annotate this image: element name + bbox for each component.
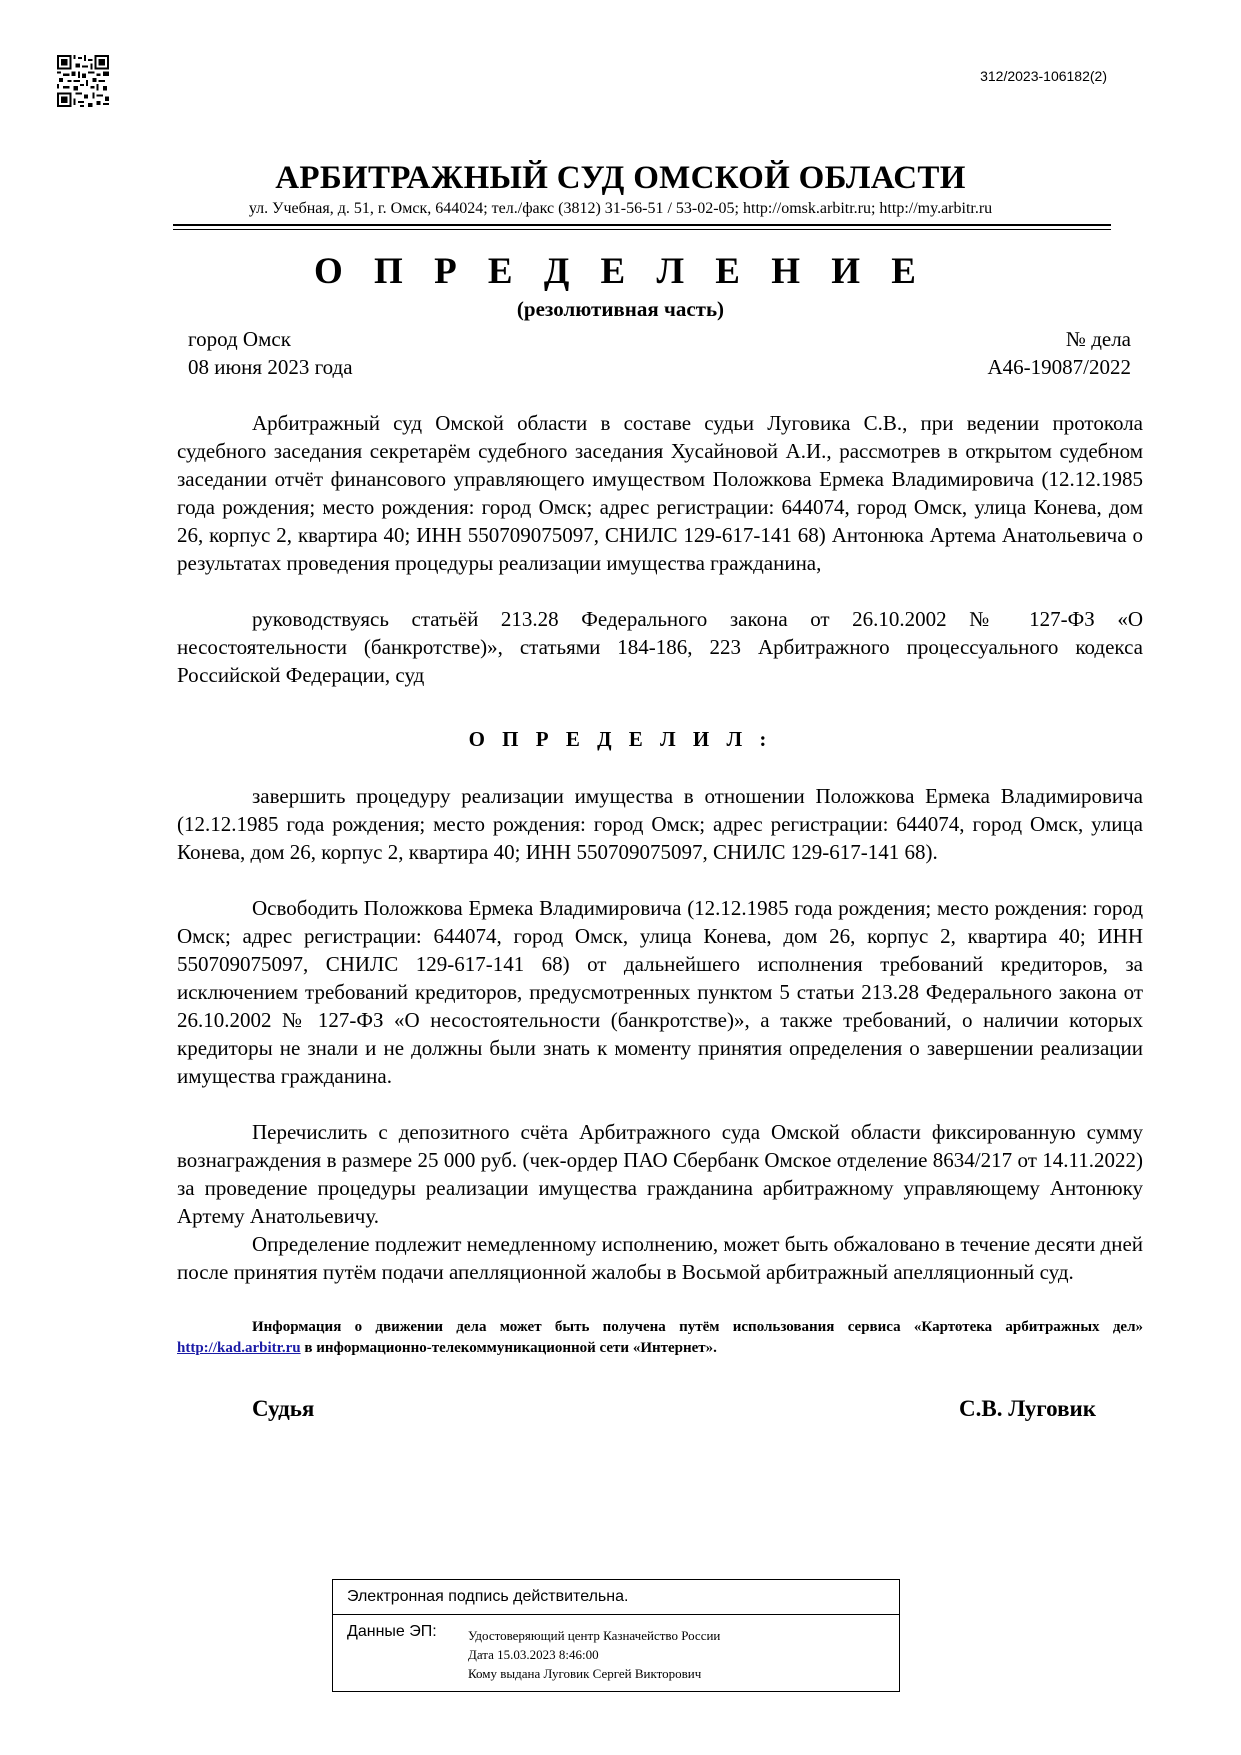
judge-name: С.В. Луговик	[959, 1396, 1096, 1421]
document-subtitle: (резолютивная часть)	[516, 297, 725, 321]
court-address: ул. Учебная, д. 51, г. Омск, 644024; тел./факс (3812) 31-56-51 / 53-02-05; http://omsk.arbitr.ru; http://my.arbitr.ru	[248, 200, 993, 217]
judge-title: Судья	[252, 1396, 315, 1421]
qr-code	[57, 55, 109, 107]
signature-date: Дата 15.03.2023 8:46:00	[468, 1647, 599, 1662]
decision-paragraph-payment: Перечислить с депозитного счёта Арбитражного суда Омской области фиксированную сумму вознаграждения в размере 25 000 руб. (чек-ордер ПАО Сбербанк Омское отделение 8634/217 от 14.11.2022) за проведение процедуры реализации имущества гражданина арбитражному управляющему Антонюку Артему Анатольевичу.	[177, 1120, 1143, 1228]
court-name: АРБИТРАЖНЫЙ СУД ОМСКОЙ ОБЛАСТИ	[275, 160, 966, 196]
decision-paragraph-complete: завершить процедуру реализации имущества в отношении Положкова Ермека Владимировича (12.12.1985 года рождения; место рождения: город Омск; адрес регистрации: 644074, город Омск, улица Конева, дом 26, корпус 2, квартира 40; ИНН 550709075097, СНИЛС 129-617-141 68).	[177, 784, 1143, 864]
decision-paragraph-appeal: Определение подлежит немедленному исполнению, может быть обжаловано в течение десяти дней после принятия путём подачи апелляционной жалобы в Восьмой арбитражный апелляционный суд.	[177, 1232, 1143, 1284]
case-info-text: Информация о движении дела может быть получена путём использования сервиса «Картотека арбитражных дел»	[252, 1319, 1143, 1335]
signature-data-label: Данные ЭП:	[347, 1623, 437, 1640]
signature-box-divider	[333, 1614, 899, 1615]
intro-paragraph: Арбитражный суд Омской области в составе судьи Луговика С.В., при ведении протокола судебного заседания секретарём судебного заседания Хусайновой А.И., рассмотрев в открытом судебном заседании отчёт финансового управляющего имуществом Положкова Ермека Владимировича (12.12.1985 года рождения; место рождения: город Омск; адрес регистрации: 644074, город Омск, улица Конева, дом 26, корпус 2, квартира 40; ИНН 550709075097, СНИЛС 129-617-141 68) Антонюка Артема Анатольевича о результатах проведения процедуры реализации имущества гражданина,	[177, 411, 1143, 575]
header-divider-thin	[173, 229, 1111, 230]
case-info-notice	[177, 1317, 1143, 1359]
electronic-signature-box	[332, 1579, 900, 1692]
signature-details	[468, 1626, 720, 1683]
kad-arbitr-link[interactable]: http://kad.arbitr.ru	[177, 1340, 301, 1356]
signature-issuer: Удостоверяющий центр Казначейство России	[468, 1628, 721, 1643]
city: город Омск	[188, 327, 291, 351]
decision-date: 08 июня 2023 года	[188, 355, 353, 379]
header-divider-thick	[173, 224, 1111, 226]
signature-valid-text: Электронная подпись действительна.	[347, 1588, 629, 1605]
document-title: О П Р Е Д Е Л Е Н И Е	[314, 251, 927, 292]
case-number-block	[988, 325, 1132, 381]
decision-paragraph-release: Освободить Положкова Ермека Владимировича (12.12.1985 года рождения; место рождения: город Омск; адрес регистрации: 644074, город Омск, улица Конева, дом 26, корпус 2, квартира 40; ИНН 550709075097, СНИЛС 129-617-141 68) от дальнейшего исполнения требований кредиторов, за исключением требований кредиторов, предусмотренных пунктом 5 статьи 213.28 Федерального закона от 26.10.2002 № 127-ФЗ «О несостоятельности (банкротстве)», а также требований, о наличии которых кредиторы не знали и не должны были знать к моменту принятия определения о завершении реализации имущества гражданина.	[177, 896, 1143, 1088]
case-info-text-end: в информационно-телекоммуникационной сети «Интернет».	[300, 1340, 717, 1356]
case-number-label: № дела	[1065, 327, 1131, 351]
case-number: А46-19087/2022	[987, 355, 1131, 379]
case-reference-number: 312/2023-106182(2)	[980, 68, 1107, 84]
signature-issued-to: Кому выдана Луговик Сергей Викторович	[468, 1666, 702, 1681]
place-date-block	[188, 325, 353, 381]
grounds-paragraph: руководствуясь статьёй 213.28 Федерального закона от 26.10.2002 № 127-ФЗ «О несостоятельности (банкротстве)», статьями 184-186, 223 Арбитражного процессуального кодекса Российской Федерации, суд	[177, 607, 1143, 687]
decision-heading: О П Р Е Д Е Л И Л :	[468, 727, 773, 751]
